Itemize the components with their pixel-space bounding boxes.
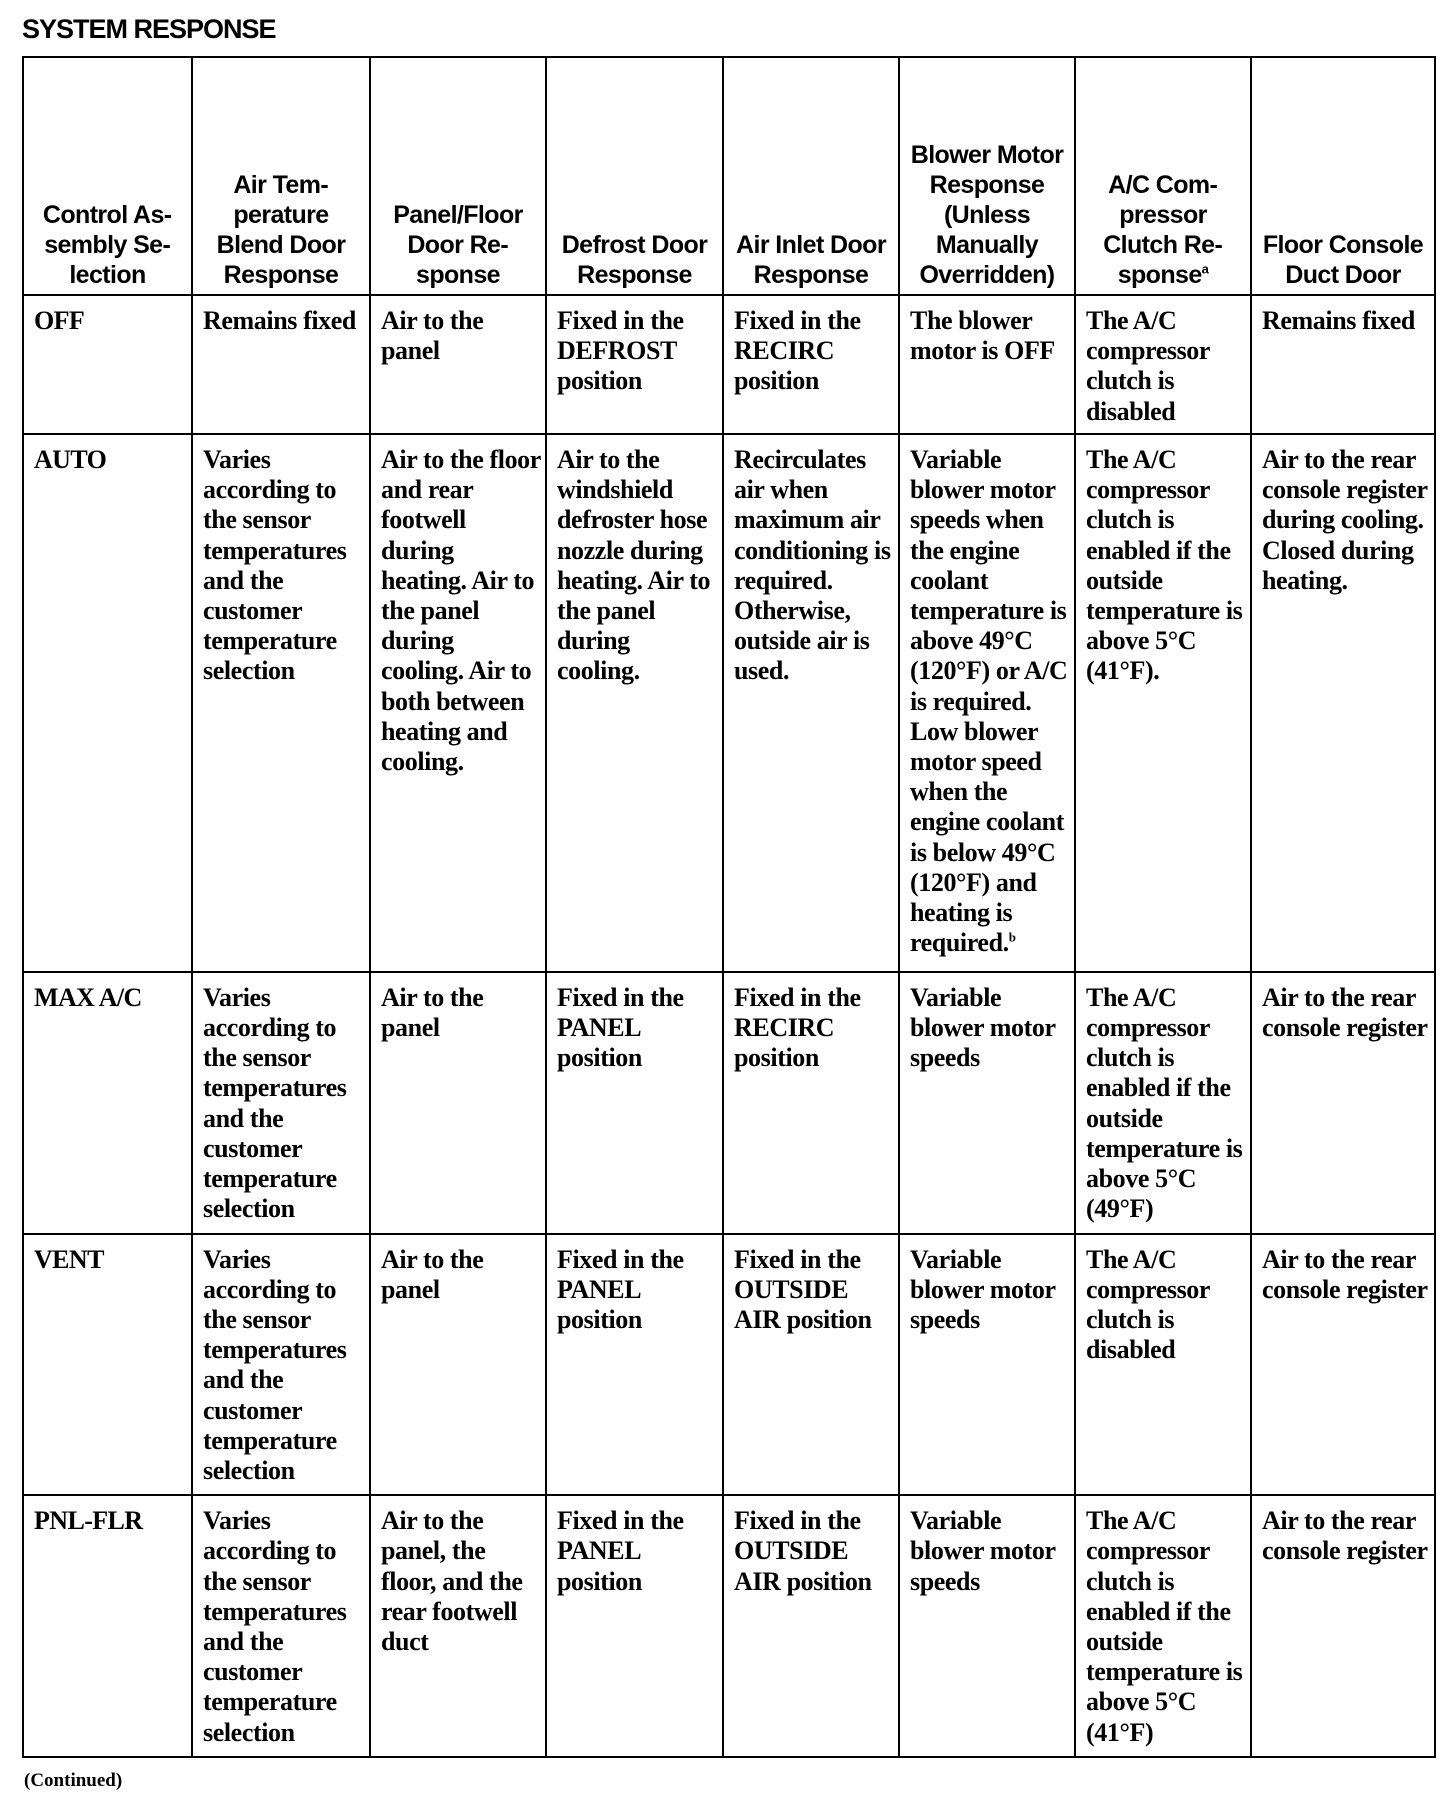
table-row-max-ac [23, 972, 1435, 1234]
cell-blower-motor: Variable blower motor speeds [899, 1234, 1075, 1496]
cell-selection: PNL-FLR [23, 1495, 192, 1757]
header-air-inlet-door-response: Air Inlet Door Response [723, 57, 899, 295]
footnote-marker-a: a [1201, 261, 1209, 277]
header-defrost-door-response: Defrost Door Response [546, 57, 723, 295]
blower-motor-text: Variable blower motor speeds when the engine coolant temperature is above 49°C (120°F) or A/C is required. Low blower motor speed when the engine coolant is below 49°C (120°F) and heating is required. [910, 444, 1068, 958]
cell-defrost-door: Air to the windshield defroster hose nozzle during heating. Air to the panel during cooling. [546, 434, 723, 972]
cell-selection: AUTO [23, 434, 192, 972]
header-ac-clutch-response: A/C Compressor Clutch Response$^a$ [1075, 57, 1251, 295]
cell-blower-motor [899, 434, 1075, 972]
cell-defrost-door: Fixed in the DEFROST position [546, 295, 723, 434]
cell-ac-clutch: The A/C compressor clutch is enabled if the outside temperature is above 5°C (41°F) [1075, 1495, 1251, 1757]
cell-ac-clutch: The A/C compressor clutch is disabled [1075, 1234, 1251, 1496]
cell-defrost-door: Fixed in the PANEL position [546, 1234, 723, 1496]
cell-floor-console-door: Air to the rear console register [1251, 1234, 1435, 1496]
header-floor-console-duct-door: Floor Console Duct Door [1251, 57, 1435, 295]
cell-panel-floor-door: Air to the panel [370, 1234, 546, 1496]
cell-blend-door: Varies according to the sensor temperatures and the customer temperature selection [192, 1234, 370, 1496]
cell-air-inlet-door: Recirculates air when maximum air conditioning is required. Otherwise, outside air is used. [723, 434, 899, 972]
cell-blend-door: Varies according to the sensor temperatures and the customer temperature selection [192, 972, 370, 1234]
system-response-table [22, 56, 1436, 1758]
cell-panel-floor-door: Air to the panel [370, 972, 546, 1234]
cell-selection: MAX A/C [23, 972, 192, 1234]
cell-floor-console-door: Air to the rear console register during cooling. Closed during heating. [1251, 434, 1435, 972]
header-blend-door-response: Air Temperature Blend Door Response [192, 57, 370, 295]
table-row-auto [23, 434, 1435, 972]
header-panel-floor-door-response: Panel/Floor Door Response [370, 57, 546, 295]
cell-panel-floor-door: Air to the panel, the floor, and the rear footwell duct [370, 1495, 546, 1757]
continued-note: (Continued) [24, 1770, 123, 1791]
cell-blower-motor: The blower motor is OFF [899, 295, 1075, 434]
cell-blower-motor: Variable blower motor speeds [899, 1495, 1075, 1757]
table-header-row [23, 57, 1435, 295]
table-row-vent [23, 1234, 1435, 1496]
footnote-marker-b: b [1008, 929, 1016, 945]
table-row-off [23, 295, 1435, 434]
cell-air-inlet-door: Fixed in the OUTSIDE AIR position [723, 1234, 899, 1496]
cell-floor-console-door: Remains fixed [1251, 295, 1435, 434]
cell-panel-floor-door: Air to the floor and rear footwell during heating. Air to the panel during cooling. Air to both between heating and cooling. [370, 434, 546, 972]
system-response-table-frame [22, 56, 1434, 1758]
cell-air-inlet-door: Fixed in the RECIRC position [723, 972, 899, 1234]
cell-floor-console-door: Air to the rear console register [1251, 972, 1435, 1234]
page-title: SYSTEM RESPONSE [22, 14, 276, 44]
cell-selection: VENT [23, 1234, 192, 1496]
cell-blend-door: Varies according to the sensor temperatures and the customer temperature selection [192, 434, 370, 972]
table-row-pnl-flr [23, 1495, 1435, 1757]
header-control-assembly-selection: Control Assembly Selection [23, 57, 192, 295]
cell-blend-door: Varies according to the sensor temperatures and the customer temperature selection [192, 1495, 370, 1757]
cell-defrost-door: Fixed in the PANEL position [546, 972, 723, 1234]
cell-defrost-door: Fixed in the PANEL position [546, 1495, 723, 1757]
cell-ac-clutch: The A/C compressor clutch is enabled if the outside temperature is above 5°C (49°F) [1075, 972, 1251, 1234]
cell-ac-clutch: The A/C compressor clutch is disabled [1075, 295, 1251, 434]
cell-blower-motor: Variable blower motor speeds [899, 972, 1075, 1234]
header-blower-motor-response: Blower Motor Response (Unless Manually Overridden) [899, 57, 1075, 295]
cell-blend-door: Remains fixed [192, 295, 370, 434]
cell-selection: OFF [23, 295, 192, 434]
cell-air-inlet-door: Fixed in the RECIRC position [723, 295, 899, 434]
cell-floor-console-door: Air to the rear console register [1251, 1495, 1435, 1757]
cell-panel-floor-door: Air to the panel [370, 295, 546, 434]
cell-ac-clutch: The A/C compressor clutch is enabled if the outside temperature is above 5°C (41°F). [1075, 434, 1251, 972]
cell-air-inlet-door: Fixed in the OUTSIDE AIR position [723, 1495, 899, 1757]
